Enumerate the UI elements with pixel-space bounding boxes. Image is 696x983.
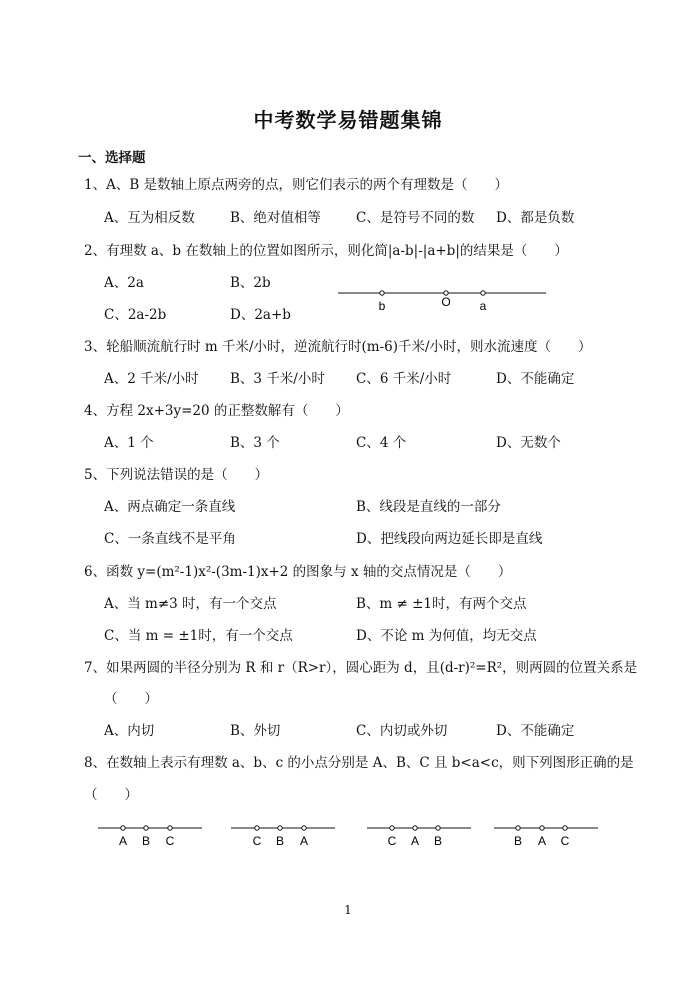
q4-option-c: C、4 个	[356, 435, 407, 451]
q7-option-c: C、内切或外切	[356, 723, 448, 739]
point-label: C	[165, 834, 175, 848]
q8-figure-3	[367, 820, 473, 850]
q2-option-c: C、2a-2b	[104, 307, 167, 323]
point	[168, 826, 172, 830]
q8-figure-2	[231, 820, 337, 850]
point	[278, 826, 282, 830]
page-title: 中考数学易错题集锦	[253, 108, 443, 132]
point-label: B	[141, 834, 151, 848]
question-6-stem: 6、函数 y=(m²-1)x²-(3m-1)x+2 的图象与 x 轴的交点情况是（ ）	[84, 564, 512, 580]
point	[516, 826, 520, 830]
label-a: a	[479, 299, 487, 313]
q7-option-a: A、内切	[104, 723, 155, 739]
question-3-stem: 3、轮船顺流航行时 m 千米/小时，逆流航行时(m-6)千米/小时，则水流速度（ ）	[84, 339, 592, 355]
q7-option-d: D、不能确定	[496, 723, 575, 739]
q6-option-c: C、当 m = ±1时，有一个交点	[104, 628, 293, 644]
point	[436, 826, 440, 830]
point	[302, 826, 306, 830]
point	[540, 826, 544, 830]
question-7-stem: 7、如果两圆的半径分别为 R 和 r（R>r），圆心距为 d，且(d-r)²=R²，则两圆的位置关系是	[84, 660, 638, 676]
point	[413, 826, 417, 830]
q3-option-c: C、6 千米/小时	[356, 371, 452, 387]
point	[144, 826, 148, 830]
q7-option-b: B、外切	[230, 723, 281, 739]
point-label: C	[387, 834, 397, 848]
point-label: B	[433, 834, 443, 848]
q6-option-d: D、不论 m 为何值，均无交点	[356, 628, 537, 644]
q1-option-b: B、绝对值相等	[230, 210, 321, 226]
q5-option-d: D、把线段向两边延长即是直线	[356, 531, 543, 547]
q8-figure-4	[494, 820, 600, 850]
label-b: b	[378, 299, 386, 313]
point-b	[380, 291, 384, 295]
page-number: 1	[344, 903, 352, 917]
point-a	[481, 291, 485, 295]
q4-option-a: A、1 个	[104, 435, 154, 451]
q8-figure-1	[98, 820, 204, 850]
point-label: A	[118, 834, 128, 848]
point-label: A	[410, 834, 420, 848]
point-label: C	[560, 834, 570, 848]
question-2-stem: 2、有理数 a、b 在数轴上的位置如图所示，则化简|a-b|-|a+b|的结果是（ ）	[84, 243, 568, 259]
question-1-stem: 1、A、B 是数轴上原点两旁的点，则它们表示的两个有理数是（ ）	[84, 177, 509, 193]
point	[563, 826, 567, 830]
q3-option-b: B、3 千米/小时	[230, 371, 325, 387]
q6-option-a: A、当 m≠3 时，有一个交点	[104, 596, 277, 612]
point-label: C	[252, 834, 262, 848]
point-label: B	[275, 834, 285, 848]
question-8-stem-cont: （ ）	[84, 787, 138, 803]
point-label: A	[537, 834, 547, 848]
q3-option-a: A、2 千米/小时	[104, 371, 199, 387]
q5-option-a: A、两点确定一条直线	[104, 499, 236, 515]
point	[121, 826, 125, 830]
q3-option-d: D、不能确定	[496, 371, 575, 387]
point-label: B	[513, 834, 523, 848]
label-o: O	[441, 295, 451, 309]
question-7-stem-cont: （ ）	[104, 691, 158, 707]
q1-option-c: C、是符号不同的数	[356, 210, 475, 226]
point-label: A	[299, 834, 309, 848]
question-4-stem: 4、方程 2x+3y=20 的正整数解有（ ）	[84, 403, 349, 419]
point	[255, 826, 259, 830]
number-line-figure-q2	[338, 284, 548, 314]
q1-option-a: A、互为相反数	[104, 210, 195, 226]
question-5-stem: 5、下列说法错误的是（ ）	[84, 467, 269, 483]
q4-option-b: B、3 个	[230, 435, 280, 451]
q5-option-b: B、线段是直线的一部分	[356, 499, 501, 515]
q2-option-a: A、2a	[104, 275, 144, 291]
section-heading: 一、选择题	[78, 150, 146, 166]
q4-option-d: D、无数个	[496, 435, 561, 451]
question-8-stem: 8、在数轴上表示有理数 a、b、c 的小点分别是 A、B、C 且 b<a<c，则下列图形正确的是	[84, 755, 634, 771]
q1-option-d: D、都是负数	[496, 210, 575, 226]
q5-option-c: C、一条直线不是平角	[104, 531, 236, 547]
q2-option-d: D、2a+b	[230, 307, 291, 323]
q2-option-b: B、2b	[230, 275, 271, 291]
point	[390, 826, 394, 830]
q6-option-b: B、m ≠ ±1时，有两个交点	[356, 596, 527, 612]
